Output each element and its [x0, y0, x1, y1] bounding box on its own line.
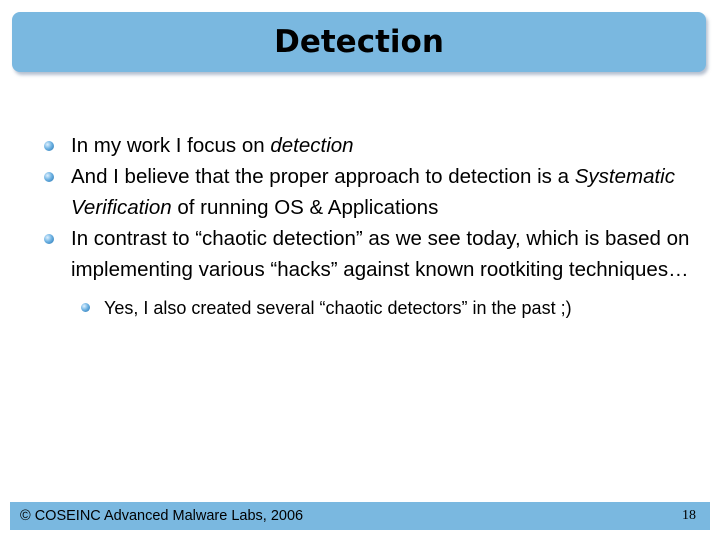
bullet-icon [44, 141, 54, 151]
sub-bullet-item-1 [44, 293, 694, 323]
bullet-icon [44, 234, 54, 244]
slide-title: Detection [274, 24, 444, 60]
bullet-item-3 [44, 223, 694, 285]
bullet-icon [44, 172, 54, 182]
footer-bar [10, 502, 710, 530]
bullet-2-emphasis: Systematic Verification [71, 165, 675, 219]
slide-content [44, 130, 694, 323]
bullet-3-text: In contrast to “chaotic detection” as we see today, which is based on implementing various “hacks” against known rootkiting techniques… [71, 227, 690, 281]
bullet-item-1 [44, 130, 694, 161]
page-number: 18 [682, 508, 696, 523]
sub-bullet-icon [81, 303, 90, 312]
footer-copyright: © COSEINC Advanced Malware Labs, 2006 [20, 508, 304, 524]
bullet-2-text: And I believe that the proper approach to detection is a [71, 165, 575, 188]
sub-bullet-1-text: Yes, I also created several “chaotic detectors” in the past ;) [104, 298, 572, 318]
bullet-1-text: In my work I focus on [71, 134, 271, 157]
bullet-1-emphasis: detection [270, 134, 354, 157]
bullet-item-2 [44, 161, 694, 223]
bullet-2-text-end: of running OS & Applications [171, 196, 439, 219]
title-bar [12, 12, 706, 72]
